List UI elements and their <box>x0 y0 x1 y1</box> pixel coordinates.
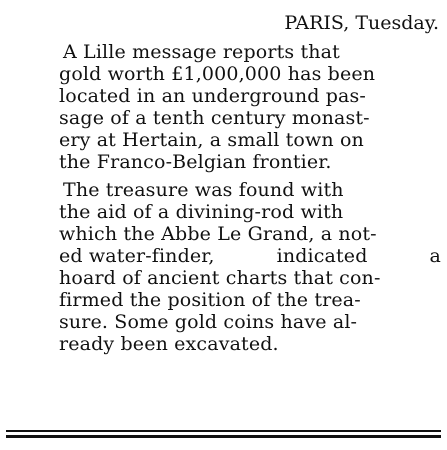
divider-rule-thick <box>6 435 441 438</box>
divider-rule-thin <box>6 430 441 432</box>
dateline: PARIS, Tuesday. <box>284 12 439 34</box>
justified-text-line <box>59 245 441 267</box>
paragraph-2 <box>59 179 441 355</box>
text-line: which the Abbe Le Grand, a not- <box>59 223 377 245</box>
text-line: ready been excavated. <box>59 333 279 355</box>
text-segment: ed water-finder, <box>59 245 215 267</box>
text-line: sage of a tenth century monast- <box>59 107 370 129</box>
text-line: A Lille message reports that <box>63 41 340 63</box>
text-segment: indicated <box>276 245 368 267</box>
text-line: the Franco-Belgian frontier. <box>59 151 332 173</box>
text-segment: a <box>429 245 441 267</box>
text-line: gold worth £1,000,000 has been <box>59 63 376 85</box>
text-line: ery at Hertain, a small town on <box>59 129 364 151</box>
text-line: The treasure was found with <box>63 179 344 201</box>
text-line: located in an underground pas- <box>59 85 367 107</box>
text-line: the aid of a divining-rod with <box>59 201 344 223</box>
paragraph-1 <box>59 41 441 173</box>
newspaper-clipping <box>59 10 441 355</box>
text-line: sure. Some gold coins have al- <box>59 311 358 333</box>
text-line: hoard of ancient charts that con- <box>59 267 381 289</box>
text-line: firmed the position of the trea- <box>59 289 361 311</box>
